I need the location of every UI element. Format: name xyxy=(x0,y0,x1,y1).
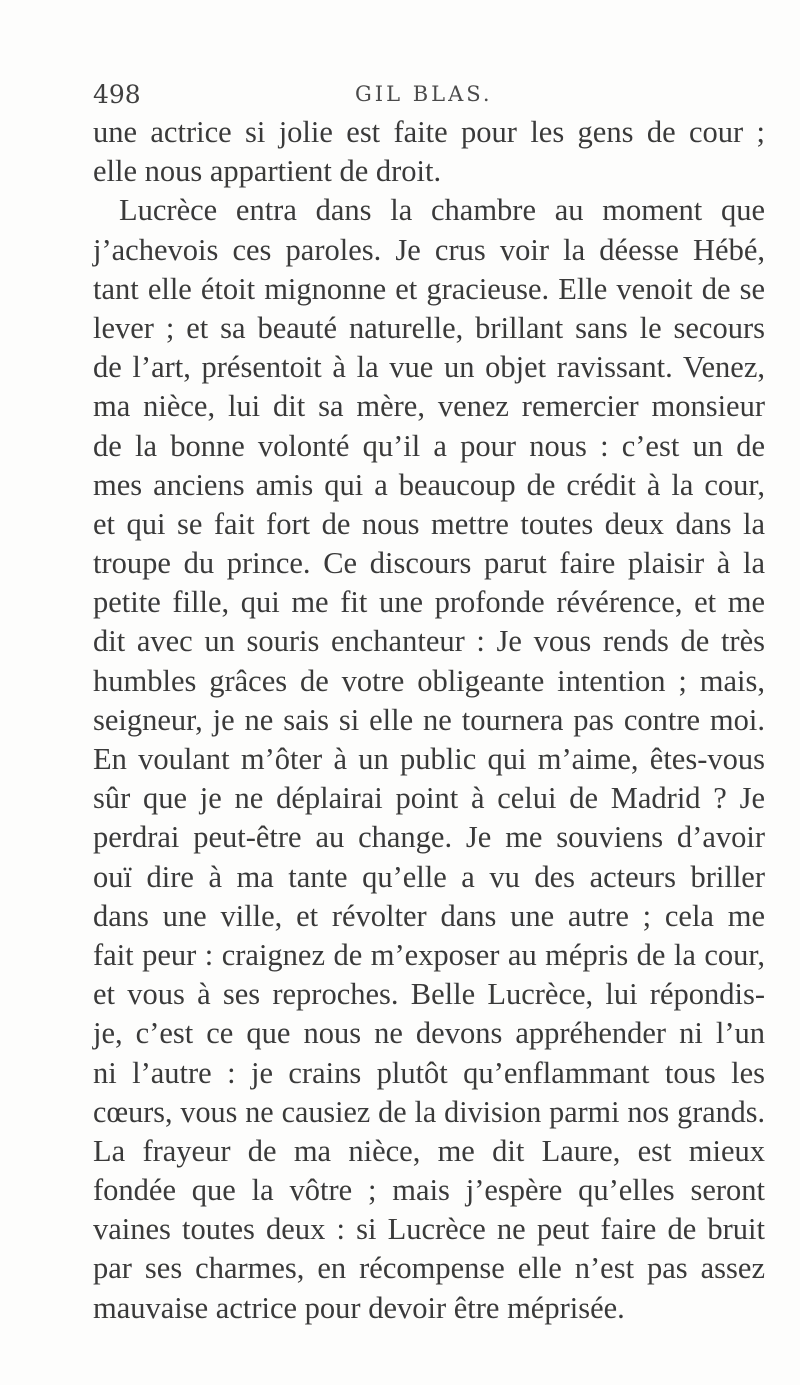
page-header xyxy=(93,80,733,116)
text-line: vaines toutes deux : si Lucrèce ne peut faire de bruit xyxy=(93,1212,765,1247)
text-line: sûr que je ne déplairai point à celui de Madrid ? Je xyxy=(93,781,765,816)
text-line: troupe du prince. Ce discours parut faire plaisir à la xyxy=(93,546,765,581)
text-line: ma nièce, lui dit sa mère, venez remercier monsieur xyxy=(93,389,765,424)
page-number: 498 xyxy=(93,80,141,109)
text-line: seigneur, je ne sais si elle ne tournera pas contre moi. xyxy=(93,702,765,737)
text-line: tant elle étoit mignonne et gracieuse. Elle venoit de se xyxy=(93,271,765,306)
text-line: petite fille, qui me fit une profonde révérence, et me xyxy=(93,585,765,620)
text-line: de la bonne volonté qu’il a pour nous : c’est un de xyxy=(93,428,765,463)
text-line: je, c’est ce que nous ne devons appréhender ni l’un xyxy=(93,1016,765,1051)
text-line: j’achevois ces paroles. Je crus voir la déesse Hébé, xyxy=(93,232,765,267)
text-line: mes anciens amis qui a beaucoup de crédit à la cour, xyxy=(93,467,765,502)
text-line: dans une ville, et révolter dans une autre ; cela me xyxy=(93,898,765,933)
text-line: dit avec un souris enchanteur : Je vous rends de très xyxy=(93,624,765,659)
text-line: ni l’autre : je crains plutôt qu’enflammant tous les xyxy=(93,1055,765,1090)
text-line: cœurs, vous ne causiez de la division parmi nos grands. xyxy=(93,1094,765,1129)
body-text xyxy=(93,113,765,1328)
text-line: lever ; et sa beauté naturelle, brillant sans le secours xyxy=(93,310,765,345)
text-line: elle nous appartient de droit. xyxy=(93,154,442,189)
text-line: et qui se fait fort de nous mettre toutes deux dans la xyxy=(93,506,765,541)
text-line: Lucrèce entra dans la chambre au moment que xyxy=(119,193,765,228)
text-line: par ses charmes, en récompense elle n’est pas assez xyxy=(93,1251,765,1286)
text-line: une actrice si jolie est faite pour les gens de cour ; xyxy=(93,115,765,149)
text-line: perdrai peut-être au change. Je me souviens d’avoir xyxy=(93,820,765,855)
text-line: et vous à ses reproches. Belle Lucrèce, lui répondis- xyxy=(93,977,765,1012)
text-line: ouï dire à ma tante qu’elle a vu des acteurs briller xyxy=(93,859,765,894)
text-line: fait peur : craignez de m’exposer au mépris de la cour, xyxy=(93,937,765,972)
text-line: En voulant m’ôter à un public qui m’aime, êtes-vous xyxy=(93,742,765,776)
running-title: GIL BLAS. xyxy=(355,82,493,106)
text-line: fondée que la vôtre ; mais j’espère qu’elles seront xyxy=(93,1173,765,1208)
text-line: humbles grâces de votre obligeante intention ; mais, xyxy=(93,663,765,698)
text-line: de l’art, présentoit à la vue un objet ravissant. Venez, xyxy=(93,350,765,385)
text-line: La frayeur de ma nièce, me dit Laure, est mieux xyxy=(93,1133,765,1168)
text-line: mauvaise actrice pour devoir être méprisée. xyxy=(93,1290,625,1325)
